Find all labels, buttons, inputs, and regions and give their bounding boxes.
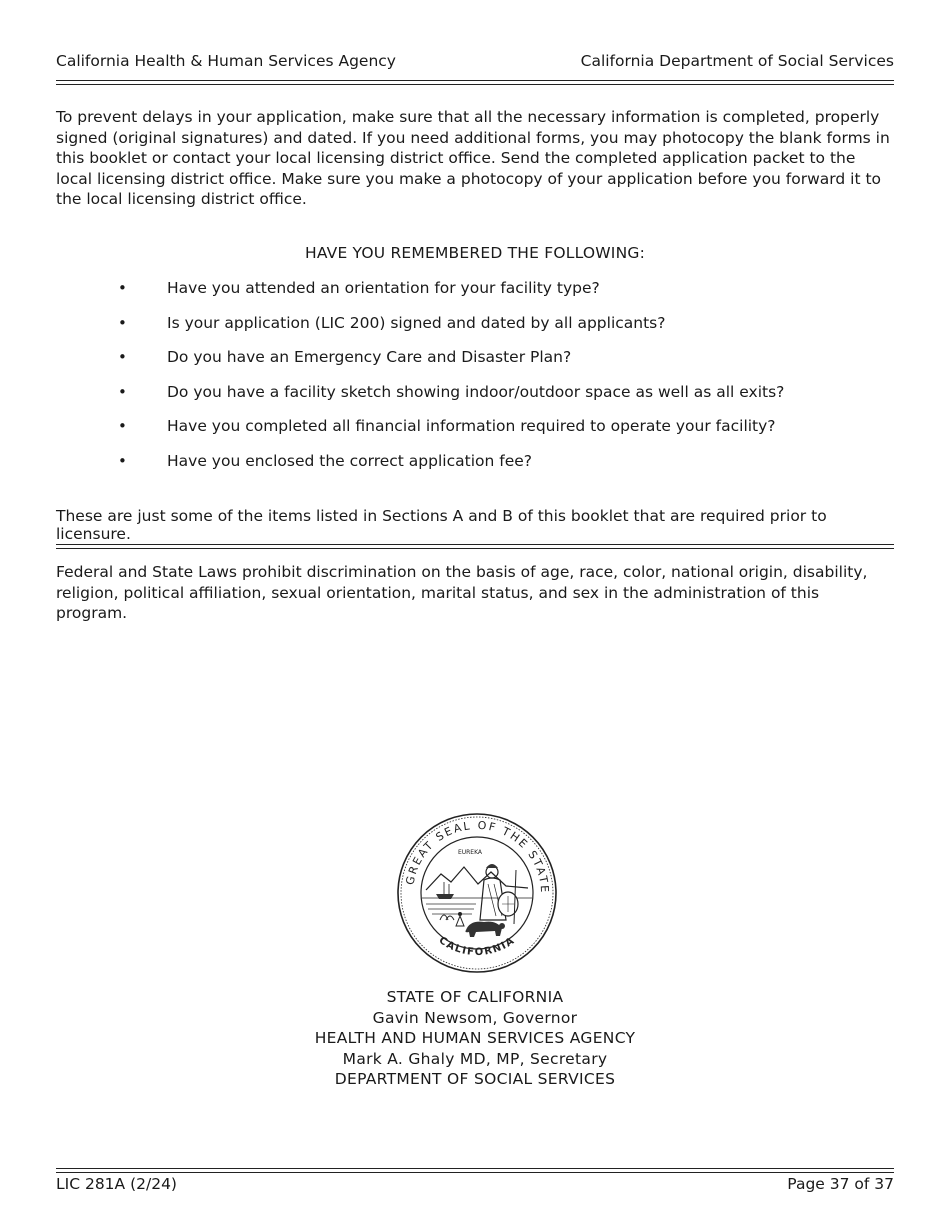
summary-text: These are just some of the items listed in Sections A and B of this booklet that are required prior to licensure. bbox=[56, 507, 827, 543]
reminder-checklist bbox=[56, 279, 894, 486]
seal-bottom-text: CALIFORNIA bbox=[436, 935, 518, 959]
list-item bbox=[56, 279, 894, 314]
state-seal-icon bbox=[396, 812, 558, 974]
list-item-text: Do you have a facility sketch showing indoor/outdoor space as well as all exits? bbox=[167, 382, 785, 401]
list-item bbox=[56, 452, 894, 487]
reminder-heading: HAVE YOU REMEMBERED THE FOLLOWING: bbox=[304, 244, 646, 262]
list-item-text: Have you enclosed the correct application fee? bbox=[167, 451, 532, 470]
header-divider bbox=[56, 80, 894, 85]
intro-paragraph: To prevent delays in your application, make sure that all the necessary information is completed, properly signed (original signatures) and dated. If you need additional forms, you may photocopy the blank forms in this booklet or contact your local licensing district office. Send the completed application packet to the local licensing district office. Make sure you make a photocopy of your application before you forward it to the local licensing district office. bbox=[56, 108, 890, 208]
bullet-icon: • bbox=[118, 417, 127, 435]
agency-hhs: HEALTH AND HUMAN SERVICES AGENCY bbox=[314, 1029, 636, 1047]
form-id: LIC 281A (2/24) bbox=[56, 1175, 177, 1193]
page-number: Page 37 of 37 bbox=[787, 1175, 894, 1193]
page-footer bbox=[56, 1175, 894, 1197]
bullet-icon: • bbox=[118, 451, 127, 470]
bullet-icon: • bbox=[118, 313, 127, 332]
agency-state: STATE OF CALIFORNIA bbox=[386, 988, 564, 1006]
list-item bbox=[56, 348, 894, 383]
header-agency: California Health & Human Services Agency bbox=[56, 52, 396, 70]
list-item-text: Have you completed all financial information required to operate your facility? bbox=[167, 417, 776, 435]
agency-block bbox=[56, 987, 894, 1090]
list-item bbox=[56, 417, 894, 452]
section-divider bbox=[56, 544, 894, 549]
list-item-text: Is your application (LIC 200) signed and dated by all applicants? bbox=[167, 313, 666, 332]
bullet-icon: • bbox=[118, 382, 127, 401]
list-item-text: Do you have an Emergency Care and Disaster Plan? bbox=[167, 348, 572, 366]
list-item bbox=[56, 314, 894, 349]
header-department: California Department of Social Services bbox=[580, 52, 894, 70]
bullet-icon: • bbox=[118, 279, 127, 297]
agency-department: DEPARTMENT OF SOCIAL SERVICES bbox=[334, 1070, 616, 1088]
footer-divider bbox=[56, 1168, 894, 1173]
agency-secretary: Mark A. Ghaly MD, MP, Secretary bbox=[342, 1049, 608, 1068]
document-page bbox=[56, 0, 894, 1230]
list-item bbox=[56, 383, 894, 418]
seal-ring-text: GREAT SEAL OF THE STATE bbox=[403, 818, 552, 895]
bullet-icon: • bbox=[118, 348, 127, 366]
agency-governor: Gavin Newsom, Governor bbox=[372, 1008, 578, 1027]
nondiscrimination-notice: Federal and State Laws prohibit discrimination on the basis of age, race, color, national origin, disability, religion, political affiliation, sexual orientation, marital status, and sex in the administration of this program. bbox=[56, 563, 868, 622]
page-header bbox=[56, 52, 894, 74]
seal-motto: EUREKA bbox=[457, 849, 483, 856]
list-item-text: Have you attended an orientation for your facility type? bbox=[167, 279, 600, 297]
